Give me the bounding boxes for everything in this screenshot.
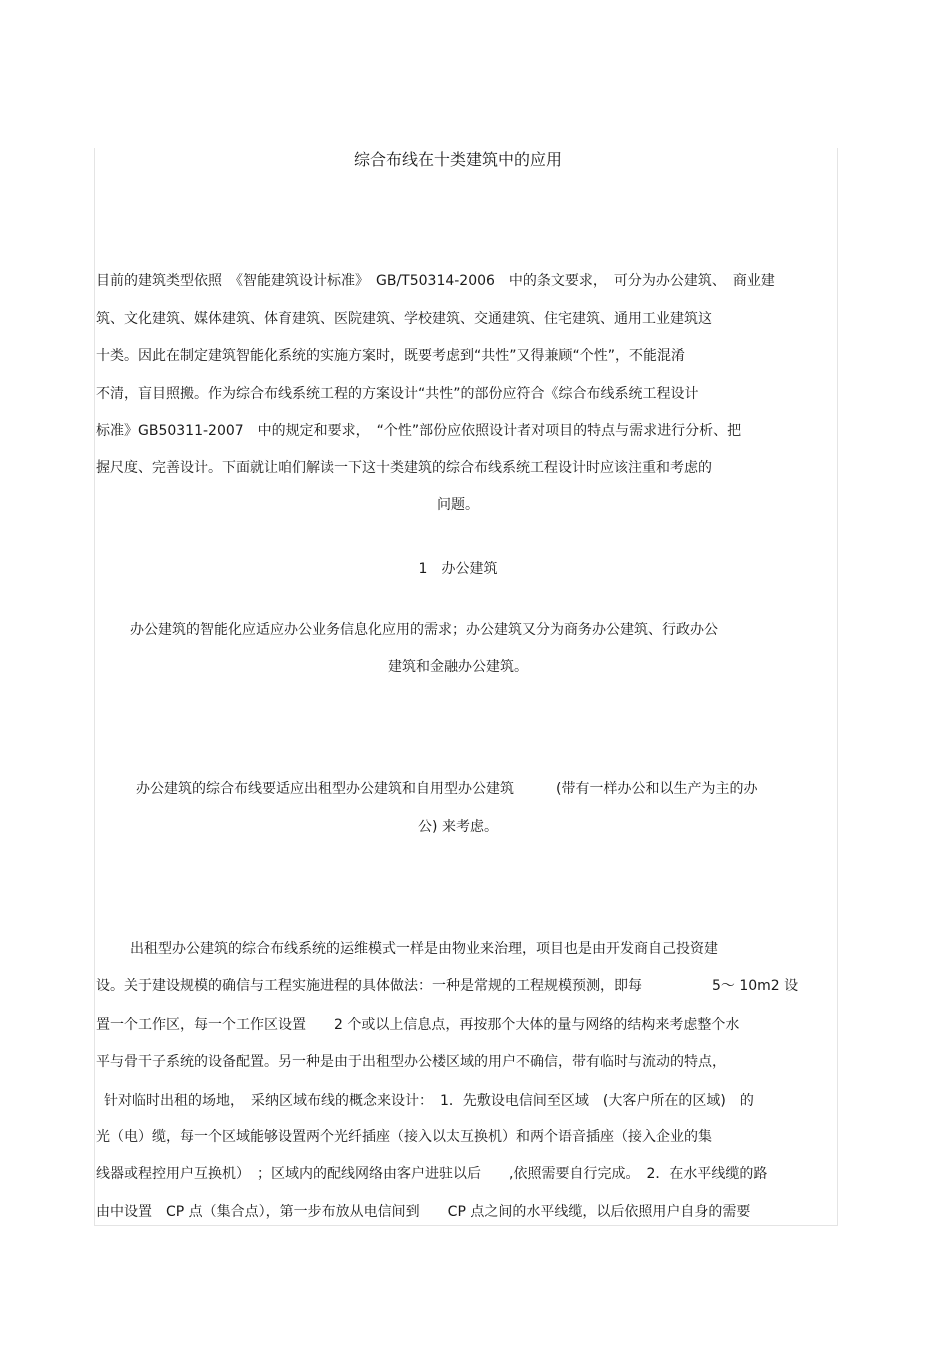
document-title: 综合布线在十类建筑中的应用 xyxy=(353,150,562,169)
para3-line-3: 置一个工作区，每一个工作区设置 2 个或以上信息点，再按那个大体的量与网络的结构来考虑整个水 xyxy=(96,1017,740,1033)
section-heading: 1 办公建筑 xyxy=(418,561,498,577)
para3-line-7: 线器或程控用户互换机） ；区域内的配线网络由客户进驻以后 ,依照需要自行完成。 2．在水平线缆的路 xyxy=(96,1166,768,1182)
para3-line-2: 设。关于建设规模的确信与工程实施进程的具体做法：一种是常规的工程规模预测，即每 5～ 10m2 设 xyxy=(96,978,799,994)
intro-line-6: 握尺度、完善设计。下面就让咱们解读一下这十类建筑的综合布线系统工程设计时应该注重和考虑的 xyxy=(96,460,712,476)
para2-line-1: 办公建筑的综合布线要适应出租型办公建筑和自用型办公建筑 (带有一样办公和以生产为主的办 xyxy=(136,781,758,797)
para1-line-2: 建筑和金融办公建筑。 xyxy=(388,659,528,675)
intro-line-7: 问题。 xyxy=(437,497,479,513)
intro-line-5: 标准》GB50311-2007 中的规定和要求， “个性”部份应依照设计者对项目的特点与需求进行分析、把 xyxy=(96,423,742,439)
para3-line-1: 出租型办公建筑的综合布线系统的运维模式一样是由物业来治理，项目也是由开发商自己投资建 xyxy=(130,941,718,957)
para2-line-2: 公) 来考虑。 xyxy=(418,819,498,835)
intro-line-2: 筑、文化建筑、媒体建筑、体育建筑、医院建筑、学校建筑、交通建筑、住宅建筑、通用工业建筑这 xyxy=(96,311,712,327)
para3-line-6: 光（电）缆，每一个区域能够设置两个光纤插座（接入以太互换机）和两个语音插座（接入企业的集 xyxy=(96,1129,712,1145)
para3-line-4: 平与骨干子系统的设备配置。另一种是由于出租型办公楼区域的用户不确信，带有临时与流动的特点， xyxy=(96,1054,726,1070)
para1-line-1: 办公建筑的智能化应适应办公业务信息化应用的需求；办公建筑又分为商务办公建筑、行政办公 xyxy=(130,622,718,638)
para3-line-5: 针对临时出租的场地， 采纳区域布线的概念来设计： 1．先敷设电信间至区域 (大客户所在的区域) 的 xyxy=(104,1093,754,1109)
intro-line-4: 不清，盲目照搬。作为综合布线系统工程的方案设计“共性”的部份应符合《综合布线系统工程设计 xyxy=(96,386,699,402)
intro-line-3: 十类。因此在制定建筑智能化系统的实施方案时，既要考虑到“共性”又得兼顾“个性”，不能混淆 xyxy=(96,348,686,364)
intro-line-1: 目前的建筑类型依照 《智能建筑设计标准》 GB/T50314-2006 中的条文要求， 可分为办公建筑、 商业建 xyxy=(96,273,775,289)
para3-line-8: 由中设置 CP 点（集合点），第一步布放从电信间到 CP 点之间的水平线缆，以后依照用户自身的需要 xyxy=(96,1204,751,1220)
